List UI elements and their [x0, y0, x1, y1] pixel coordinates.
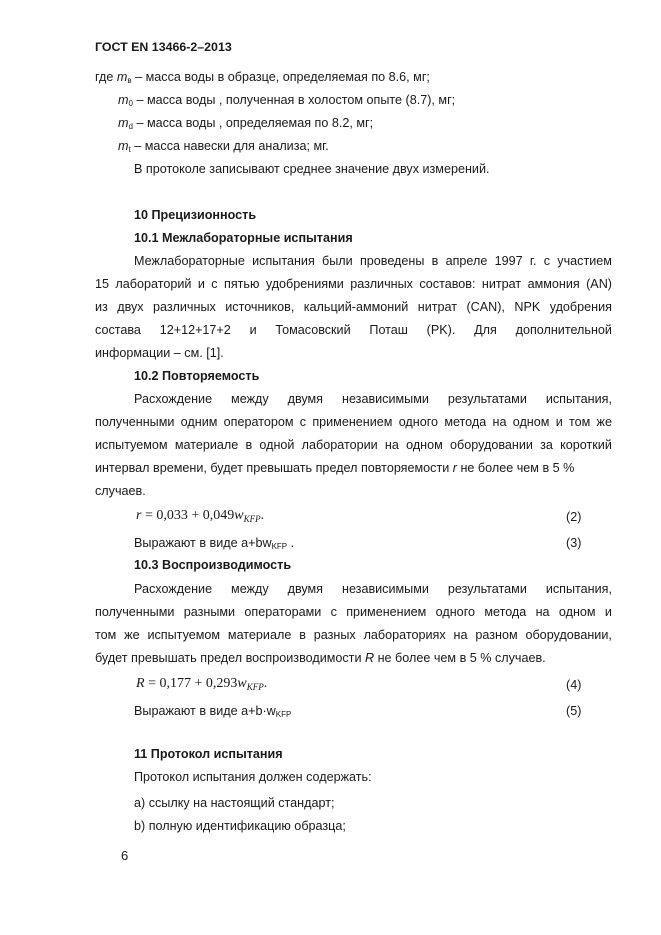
- word: одной: [259, 438, 295, 452]
- word: материале: [227, 628, 292, 642]
- word: лабораторий: [115, 277, 192, 291]
- word: результатами: [447, 392, 527, 406]
- paragraph-line: информации – см. [1].: [95, 346, 224, 360]
- word: двух: [117, 300, 144, 314]
- word: (PK).: [426, 323, 456, 337]
- word: 15: [95, 277, 110, 291]
- word: же: [596, 415, 612, 429]
- paragraph-line: [95, 276, 612, 292]
- paragraph-line: [134, 391, 612, 407]
- word: испытуемом: [95, 438, 168, 452]
- paragraph-line: [95, 322, 612, 338]
- equation-3: Выражают в виде $a+bw_{KFP}$ .: [134, 536, 295, 551]
- paragraph-line: [95, 414, 612, 430]
- word: с: [330, 605, 337, 619]
- word: применением: [346, 605, 427, 619]
- justified-text: [134, 391, 612, 407]
- equation-4: $R = 0,177 + 0,293w_{KFP}$.: [136, 676, 268, 692]
- section-10-3-title: 10.3 Воспроизводимость: [134, 558, 292, 572]
- word: и: [249, 323, 257, 337]
- word: на: [492, 415, 507, 429]
- word: с: [543, 254, 551, 268]
- section-11-intro: Протокол испытания должен содержать:: [134, 770, 372, 784]
- word: и: [197, 277, 205, 291]
- word: материале: [174, 438, 239, 452]
- word: удобрения: [549, 300, 612, 314]
- word: удобрениями: [265, 277, 344, 291]
- justified-text: [95, 276, 612, 292]
- word: разных: [313, 628, 356, 642]
- word: на: [535, 605, 550, 619]
- word: Межлабораторные: [134, 254, 245, 268]
- equation-5: Выражают в виде $a+b\cdot w_{KFP}$: [134, 704, 292, 719]
- word: двумя: [287, 392, 324, 406]
- word: в: [431, 254, 439, 268]
- word: проведены: [359, 254, 425, 268]
- list-item: a) ссылку на настоящий стандарт;: [134, 796, 335, 810]
- word: том: [568, 415, 591, 429]
- word: Томасовский: [275, 323, 351, 337]
- paragraph-line: [95, 299, 612, 315]
- justified-text: [95, 322, 612, 338]
- word: 12+12+17+2: [159, 323, 231, 337]
- word: и: [555, 415, 563, 429]
- document-header: ГОСТ EN 13466-2–2013: [95, 40, 232, 54]
- justified-text: [95, 414, 612, 430]
- word: лабораториях: [363, 628, 446, 642]
- word: испытания,: [545, 582, 612, 596]
- justified-text: [95, 437, 612, 453]
- word: за: [540, 438, 553, 452]
- word: одном: [406, 438, 443, 452]
- word: (AN): [586, 277, 612, 291]
- word: с: [299, 415, 307, 429]
- justified-text: [95, 627, 612, 643]
- word: Для: [474, 323, 497, 337]
- word: одного: [398, 415, 439, 429]
- word: в: [245, 438, 253, 452]
- section-10-1-title: 10.1 Межлабораторные испытания: [134, 231, 353, 245]
- word: одним: [180, 415, 218, 429]
- word: испытания,: [545, 392, 612, 406]
- word: источников,: [225, 300, 295, 314]
- word: разными: [183, 605, 236, 619]
- word: NPK: [514, 300, 541, 314]
- word: из: [95, 300, 108, 314]
- word: состава: [95, 323, 141, 337]
- word: полученными: [95, 605, 175, 619]
- paragraph-line: [95, 437, 612, 453]
- word: дополнительной: [515, 323, 612, 337]
- word: аммония: [527, 277, 580, 291]
- paragraph-line: будет превышать предел воспроизводимости R не более чем в 5 % случаев.: [95, 651, 546, 665]
- word: независимыми: [341, 392, 429, 406]
- word: 1997: [494, 254, 523, 268]
- word: и: [604, 605, 612, 619]
- word: с: [211, 277, 218, 291]
- word: лаборатории: [301, 438, 378, 452]
- protocol-note: В протоколе записывают среднее значение двух измерений.: [134, 162, 490, 176]
- word: между: [231, 392, 269, 406]
- definition-line: где $m_в$ – масса воды в образце, определяемая по 8.6, мг;: [95, 70, 430, 85]
- word: одном: [512, 415, 550, 429]
- paragraph-line: случаев.: [95, 484, 146, 498]
- word: полученными: [95, 415, 175, 429]
- word: были: [322, 254, 353, 268]
- word: между: [231, 582, 269, 596]
- word: оборудовании,: [525, 628, 612, 642]
- word: нитрат: [417, 300, 457, 314]
- word: двумя: [287, 582, 324, 596]
- word: том: [95, 628, 117, 642]
- justified-text: [95, 604, 612, 620]
- definition-line: $m_t$ – масса навески для анализа; мг.: [118, 139, 329, 154]
- word: на: [453, 628, 468, 642]
- equation-2: $r = 0,033 + 0,049w_{KFP}$.: [136, 508, 265, 524]
- paragraph-line: [95, 627, 612, 643]
- justified-text: [95, 299, 612, 315]
- word: (CAN),: [466, 300, 505, 314]
- word: независимыми: [341, 582, 429, 596]
- equation-number: (4): [566, 678, 582, 692]
- word: одного: [435, 605, 476, 619]
- list-item: b) полную идентификацию образца;: [134, 819, 346, 833]
- word: короткий: [560, 438, 612, 452]
- word: Расхождение: [134, 582, 213, 596]
- word: результатами: [447, 582, 527, 596]
- page-number: 6: [121, 848, 129, 863]
- justified-text: [134, 253, 612, 269]
- definition-line: $m_d$ – масса воды , определяемая по 8.2, мг;: [118, 116, 374, 131]
- equation-number: (3): [566, 536, 582, 550]
- section-10-2-title: 10.2 Повторяемость: [134, 369, 260, 383]
- word: пятью: [224, 277, 260, 291]
- word: разном: [475, 628, 518, 642]
- word: в: [299, 628, 306, 642]
- word: на: [384, 438, 399, 452]
- paragraph-line: интервал времени, будет превышать предел повторяемости r не более чем в 5 %: [95, 461, 575, 475]
- word: Расхождение: [134, 392, 213, 406]
- equation-number: (2): [566, 510, 582, 524]
- word: применением: [312, 415, 393, 429]
- equation-number: (5): [566, 704, 582, 718]
- word: кальций-аммоний: [303, 300, 409, 314]
- word: составов:: [419, 277, 476, 291]
- word: г.: [529, 254, 537, 268]
- justified-text: [134, 581, 612, 597]
- paragraph-line: [134, 253, 612, 269]
- word: нитрат: [481, 277, 522, 291]
- word: операторами: [244, 605, 322, 619]
- word: оператором: [223, 415, 294, 429]
- word: же: [124, 628, 140, 642]
- paragraph-line: [95, 604, 612, 620]
- section-11-title: 11 Протокол испытания: [134, 747, 283, 761]
- word: Поташ: [369, 323, 408, 337]
- section-10-title: 10 Прецизионность: [134, 208, 257, 222]
- word: метода: [484, 605, 527, 619]
- word: оборудовании: [450, 438, 533, 452]
- definition-line: $m_0$ – масса воды , полученная в холостом опыте (8.7), мг;: [118, 93, 456, 108]
- word: испытуемом: [147, 628, 221, 642]
- word: различных: [350, 277, 413, 291]
- word: одном: [558, 605, 596, 619]
- word: различных: [153, 300, 216, 314]
- word: испытания: [252, 254, 315, 268]
- word: апреле: [445, 254, 488, 268]
- word: участием: [557, 254, 612, 268]
- paragraph-line: [134, 581, 612, 597]
- word: метода: [444, 415, 487, 429]
